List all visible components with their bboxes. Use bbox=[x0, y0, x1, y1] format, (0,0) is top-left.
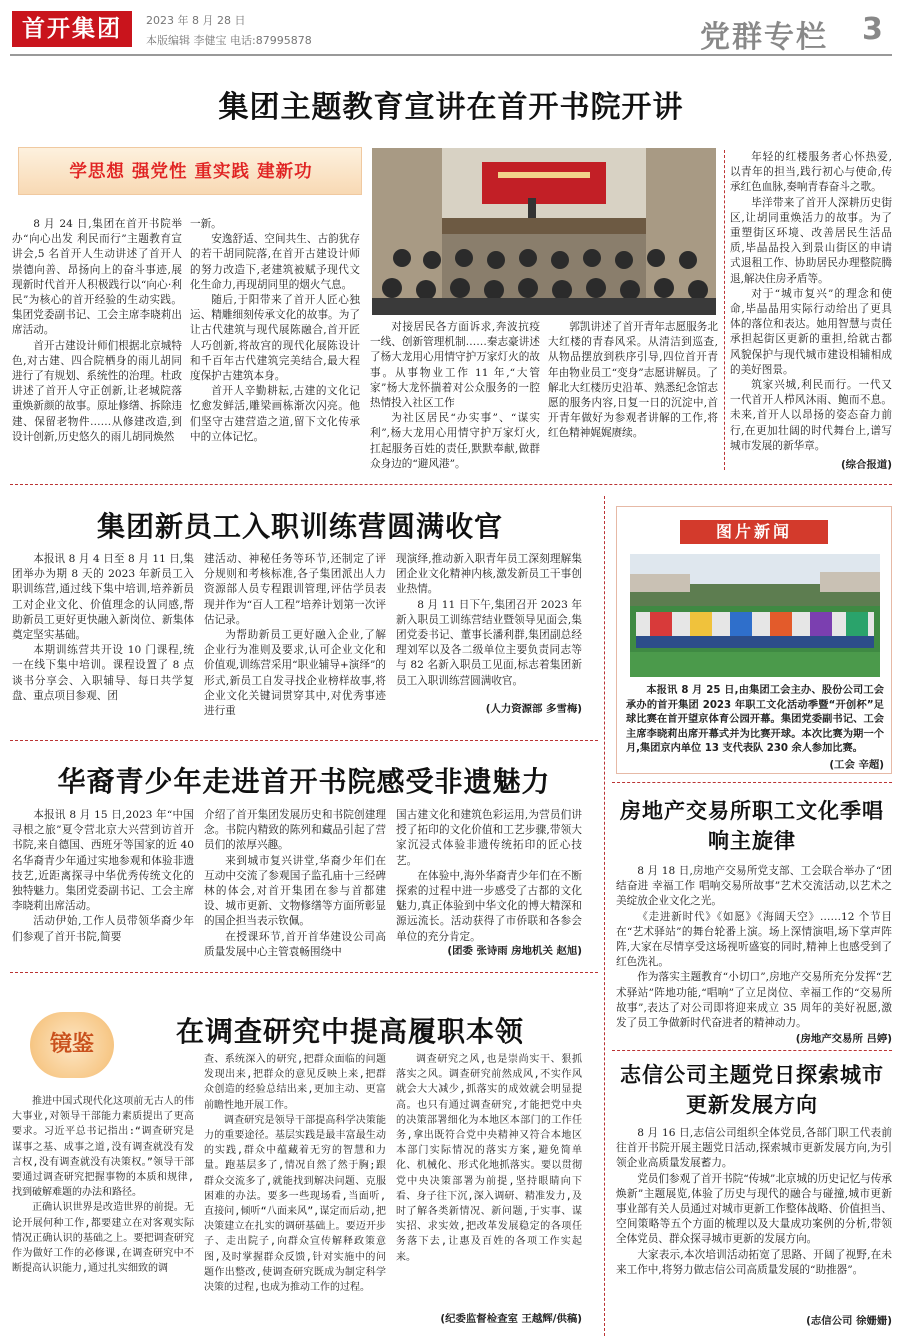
article3-signature: (团委 张诗雨 房地机关 赵旭) bbox=[447, 945, 582, 957]
stamp-label: 镜鉴 bbox=[49, 1032, 94, 1057]
paragraph: 《走进新时代》《如愿》《海阔天空》……12 个节目在“艺术驿站”的舞台轮番上演。场上深情演唱,场下掌声阵阵,大家在尽情享受这场视听盛宴的同时,精神上也感受到了红色洗礼。 bbox=[616, 910, 892, 969]
paragraph: 调查研究之风,也是崇尚实干、狠抓落实之风。调查研究前然成风,不实作风就会大大减少,抓落实的成效就会明显提高。也只有通过调查研究,才能把党中央的决策部署细化为本地区本部门的工作任务,拿出既符合党中央精神又符合本地区本部门实际情况的落实方案,避免简单化、机械化、形式化地抓落实。要以贯彻党中央决策部署为前提,坚持眼睛向下看、身子往下沉,深入调研、精准发力,及时了解各类新情况、新问题,于实事、谋实招、求实效,把改革发展稳定的各项任务落下去,让惠及百姓的各项工作实起来。 bbox=[396, 1054, 582, 1263]
paragraph: 安逸舒适、空间共生、古韵犹存的若干胡同院落,在首开古建设计师的努力改造下,老建筑被赋予现代文化生命力,再现胡同里的烟火气息。 bbox=[190, 233, 360, 291]
article4-body bbox=[616, 864, 892, 1031]
paragraph: 对于“城市复兴”的理念和使命,毕晶晶用实际行动给出了更具体的落位和表达。她用智慧与责任承担起街区更新的重担,给就古都风貌保护与现代城市建设相辅相成的美好图景。 bbox=[730, 287, 892, 376]
column-divider bbox=[724, 150, 725, 470]
paragraph: 建活动、神秘任务等环节,还制定了评分规则和考核标准,各子集团派出人力资源部人员专程跟训管理,评估学员表现并作为“百人工程”培养计划第一次评估记录。 bbox=[204, 553, 386, 626]
paragraph: 年轻的红楼服务者心怀热爱,以青年的担当,践行初心与使命,传承红色血脉,奏响青春奋斗之歌。 bbox=[730, 151, 892, 194]
paragraph: 本报讯 8 月 4 日至 8 月 11 日,集团举办为期 8 天的 2023 年新员工入职训练营,通过线下集中培训,培养新员工对企业文化、价值理念的认同感,帮助新员工更好更快融入新岗位、新集体奠定坚实基础。 bbox=[12, 553, 194, 642]
article1-title: 集团主题教育宣讲在首开书院开讲 bbox=[218, 90, 684, 125]
opinion-stamp bbox=[30, 1012, 114, 1078]
paragraph: 本报讯 8 月 15 日,2023 年“中国寻根之旅”夏令营北京大兴营到访首开书院,来自德国、西班牙等国家的近 40 名华裔青少年通过实地参观和体验非遗技艺,近距离探寻中华优秀传统文化的独特魅力。集团党委副书记、工会主席李晓莉出席活动。 bbox=[12, 809, 194, 913]
paragraph: 介绍了首开集团发展历史和书院创建理念。书院内精致的陈列和藏品引起了营员们的浓厚兴趣。 bbox=[204, 809, 386, 852]
paragraph: 为社区居民“办实事”、“谋实利”,杨大龙用心用情守护万家灯火,扛起服务百姓的责任,默默奉献,做群众身边的“避风港”。 bbox=[370, 412, 540, 470]
paragraph: 首开人辛勤耕耘,古建的文化记忆愈发鲜活,雕梁画栋渐次闪亮。他们坚守古建营造之道,留下文化传承中的立体记忆。 bbox=[190, 385, 360, 443]
paragraph: 查、系统深入的研究,把群众面临的问题发现出来,把群众的意见反映上来,把群众创造的经验总结出来,更加主动、更富前瞻性地开展工作。 bbox=[204, 1054, 386, 1111]
article5-title: 在调查研究中提高履职本领 bbox=[175, 1015, 524, 1048]
paragraph: 郭凯讲述了首开青年志愿服务北大红楼的青春风采。从清洁到巡查,从物品摆放到秩序引导,四位首开青年由物业员工“变身”志愿讲解员。了解北大红楼历史沿革、熟悉纪念馆志愿的服务内容,日复一日的沉淀中,首开青年做好为参观者讲解的工作,将红色精神娓娓赓续。 bbox=[548, 321, 718, 440]
paragraph: 正确认识世界是改造世界的前提。无论开展何种工作,都要建立在对客观实际情况正确认识的基础之上。要把调查研究作为做好工作的必修课,在调查研究中不断提高认识能力,通过扎实细致的调 bbox=[12, 1202, 194, 1275]
paragraph: 现演绎,推动新入职青年员工深刻理解集团企业文化精神内核,激发新员工干事创业热情。 bbox=[396, 553, 582, 596]
section-rule bbox=[612, 782, 892, 783]
article5-col1 bbox=[12, 1094, 194, 1276]
football-field-scene-image bbox=[630, 554, 880, 677]
article2-title: 集团新员工入职训练营圆满收官 bbox=[96, 510, 503, 543]
paragraph: 来到城市复兴讲堂,华裔少年们在互动中交流了参观国子监孔庙十三经碑林的体会,对首开集团在参与首都建设、城市更新、文物修缮等方面所彰显的国企担当表示钦佩。 bbox=[204, 854, 386, 928]
paragraph: 作为落实主题教育“小切口”,房地产交易所充分发挥“艺术驿站”阵地功能,“唱响”了立足岗位、幸福工作的“交易所故事”,表达了对公司即将迎来成立 35 周年的美好祝愿,激发了员工争做新时代奋进者的精神动力。 bbox=[616, 971, 892, 1030]
article5-col2 bbox=[204, 1052, 386, 1295]
photo-news-label: 图片新闻 bbox=[680, 520, 828, 544]
article5-col3 bbox=[396, 1052, 582, 1265]
article3-col2 bbox=[204, 808, 386, 960]
article3-col1 bbox=[12, 808, 194, 945]
article3-col3 bbox=[396, 808, 582, 945]
header-rule bbox=[10, 54, 892, 56]
article2-signature: (人力资源部 多雪梅) bbox=[485, 703, 582, 715]
article5-signature: (纪委监督检查室 王越辉/供稿) bbox=[440, 1313, 582, 1325]
article1-photo bbox=[372, 148, 716, 315]
paragraph: 毕洋带来了首开人深耕历史街区,让胡同重焕活力的故事。为了重塑街区环境、改善居民生活品质,毕晶晶投入到景山街区的申请式退租工作、协助居民办理整院腾退,解决住房矛盾等。 bbox=[730, 196, 892, 285]
article1-col1 bbox=[12, 217, 182, 445]
paragraph: 8 月 11 日下午,集团召开 2023 年新入职员工训练营结业暨领导见面会,集团党委书记、董事长潘利群,集团副总经理刘军以及各二级单位主要负责同志等与 82 名新入职员工见面,标志着集团新员工入职训练营圆满收官。 bbox=[396, 598, 582, 687]
issue-date: 2023 年 8 月 28 日 bbox=[146, 14, 246, 27]
paragraph: 筑家兴城,利民而行。一代又一代首开人栉风沐雨、鲍而不息。未来,首开人以昂扬的姿态奋力前行,在更加壮阔的时代舞台上,谱写城市发展的新华章。 bbox=[730, 379, 892, 452]
paragraph: 国古建文化和建筑色彩运用,为营员们讲授了拓印的文化价值和工艺步骤,带领大家沉浸式体验非遗传统拓印的匠心技艺。 bbox=[396, 809, 582, 867]
paragraph: 8 月 18 日,房地产交易所党支部、工会联合举办了“团结奋进 幸福工作 唱响交易所故事”艺术交流活动,以艺术之美绽放企业文化之光。 bbox=[616, 865, 892, 908]
photo-news-image bbox=[630, 554, 880, 677]
article1-col3 bbox=[370, 320, 540, 472]
paragraph: 本报讯 8 月 25 日,由集团工会主办、股份公司工会承办的首开集团 2023 年职工文化活动季暨“开创杯”足球比赛在首开望京体育公园开幕。集团党委副书记、工会主席李晓莉出席开幕式并为比赛开球。本次比赛为期一个月,集团京内单位 13 支代表队 230 余人参加比赛。 bbox=[626, 685, 884, 755]
article1-col5 bbox=[730, 150, 892, 454]
article6-signature: (志信公司 徐姗姗) bbox=[806, 1315, 892, 1327]
article2-col1 bbox=[12, 552, 194, 704]
paragraph: 本期训练营共开设 10 门课程,统一在线下集中培训。课程设置了 8 点谈书分享会、入职辅导、每日共学复盘、重点项目参观、团 bbox=[12, 644, 194, 702]
paragraph: 8 月 24 日,集团在首开书院举办“向心出发 利民而行”主题教育宣讲会,5 名首开人生动讲述了首开人崇德向善、昂扬向上的奋斗事迹,展现新时代首开人积极践行以“向心·利民”为核心的首开经验的生动实践。集团党委副书记、工会主席李晓莉出席活动。 bbox=[12, 218, 182, 337]
article2-col3 bbox=[396, 552, 582, 689]
paragraph: 调查研究是领导干部提高科学决策能力的重要途径。基层实践是最丰富最生动的实践,群众中蕴藏着无穷的智慧和力量。跑基层多了,情况自然了然于胸;跟群众交流多了,就能找到解决问题、克服困难的办法。要多一些现场看,当面听,直接问,倾听“八面来风”,谋定而后动,把决策建立在扎实的调研基础上。要迈开步子、走出院子,向群众宣传解释政策意图,及时掌握群众反馈,针对实施中的问题作出整改,使调查研究既成为制定科学决策的过程,也成为推动工作的过程。 bbox=[204, 1114, 386, 1294]
article6-body bbox=[616, 1126, 892, 1278]
article1-signature: (综合报道) bbox=[840, 459, 892, 471]
column-divider bbox=[604, 496, 605, 1336]
editor-line: 本版编辑 李健宝 电话:87995878 bbox=[146, 34, 312, 47]
photo-news-caption bbox=[626, 684, 884, 757]
paragraph: 随后,于阳带来了首开人匠心独运、精雕细刻传承文化的故事。为了让古代建筑与现代展陈融合,首开匠人巧创新,将故宫的现代化展陈设计和千百年古代建筑完美结合,最大程度保护古建筑本身。 bbox=[190, 294, 360, 383]
article3-title: 华裔青少年走进首开书院感受非遗魅力 bbox=[57, 765, 551, 798]
section-rule bbox=[10, 972, 598, 973]
section-rule bbox=[10, 484, 892, 485]
paragraph: 推进中国式现代化这项前无古人的伟大事业,对领导干部能力素质提出了更高要求。习近平总书记指出:“调查研究是谋事之基、成事之道,没有调查就没有发言权,没有调查就没有决策权。”领导干部要通过调查研究把握事物的本质和规律,找到破解难题的办法和路径。 bbox=[12, 1096, 194, 1199]
section-name: 党群专栏 bbox=[700, 20, 828, 55]
paragraph: 大家表示,本次培训活动拓宽了思路、开阔了视野,在未来工作中,将努力做志信公司高质量发展的“助推器”。 bbox=[616, 1248, 892, 1276]
article1-col2 bbox=[190, 217, 360, 445]
article4-signature: (房地产交易所 吕婷) bbox=[795, 1033, 892, 1045]
paragraph: 一新。 bbox=[190, 218, 222, 230]
paragraph: 在体验中,海外华裔青少年们在不断探索的过程中进一步感受了古都的文化魅力,真正体验到中华文化的博大精深和源远流长。活动获得了市侨联和各参会单位的充分肯定。 bbox=[396, 869, 582, 943]
article4-title: 房地产交易所职工文化季唱响主旋律 bbox=[620, 799, 884, 853]
paragraph: 为帮助新员工更好融入企业,了解企业行为准则及要求,认可企业文化和价值观,训练营采用“职业辅导+演绎”的形式,新员工自发寻找企业榜样故事,将企业文化关键词贯穿其中,对优秀事迹进行重 bbox=[204, 629, 386, 718]
section-rule bbox=[612, 1050, 892, 1051]
article2-col2 bbox=[204, 552, 386, 719]
article6-title: 志信公司主题党日探索城市更新发展方向 bbox=[620, 1063, 884, 1117]
paragraph: 首开古建设计师们根据北京城特色,对古建、四合院栖身的雨儿胡同进行了有规划、系统性的治理。杜政讲述了首开人守正创新,让老城院落重焕新颜的故事。原址修缮、拆除违建、保留老物件……从修建改造,到设计创新,历史悠久的雨儿胡同焕然 bbox=[12, 339, 182, 443]
article1-col4 bbox=[548, 320, 718, 442]
masthead-logo: 首开集团 bbox=[12, 11, 132, 47]
paragraph: 8 月 16 日,志信公司组织全体党员,各部门职工代表前往首开书院开展主题党日活动,探索城市更新发展方向,为引领企业高质量发展蓄力。 bbox=[616, 1127, 892, 1170]
paragraph: 对接居民各方面诉求,奔波抗疫一线、创新管理机制……秦志豪讲述了杨大龙用心用情守护万家灯火的故事。从事物业工作 11 年,“大管家”杨大龙怀揣着对公众服务的一腔热情投入社区工作 bbox=[370, 321, 540, 410]
section-rule bbox=[10, 740, 598, 741]
page-number: 3 bbox=[862, 12, 883, 47]
auditorium-scene-image bbox=[372, 148, 716, 315]
paragraph: 在授课环节,首开首华建设公司高质量发展中心主管袁畅围绕中 bbox=[204, 930, 386, 958]
photo-news-signature: (工会 辛超) bbox=[829, 759, 884, 771]
paragraph: 党员们参观了首开书院“传城”北京城的历史记忆与传承焕新”主题展览,体验了历史与现代的融合与碰撞,城市更新事业部有关人员通过对城市更新工作整体战略、价值担当、空间策略等五个方面的梳理以及大量成功案例的分析,带领全体党员、群众探寻城市更新的发展方向。 bbox=[616, 1172, 892, 1246]
article1-banner bbox=[18, 147, 362, 195]
paragraph: 活动伊始,工作人员带领华裔少年们参观了首开书院,简要 bbox=[12, 915, 194, 943]
banner-slogan: 学思想 强党性 重实践 建新功 bbox=[69, 162, 313, 182]
